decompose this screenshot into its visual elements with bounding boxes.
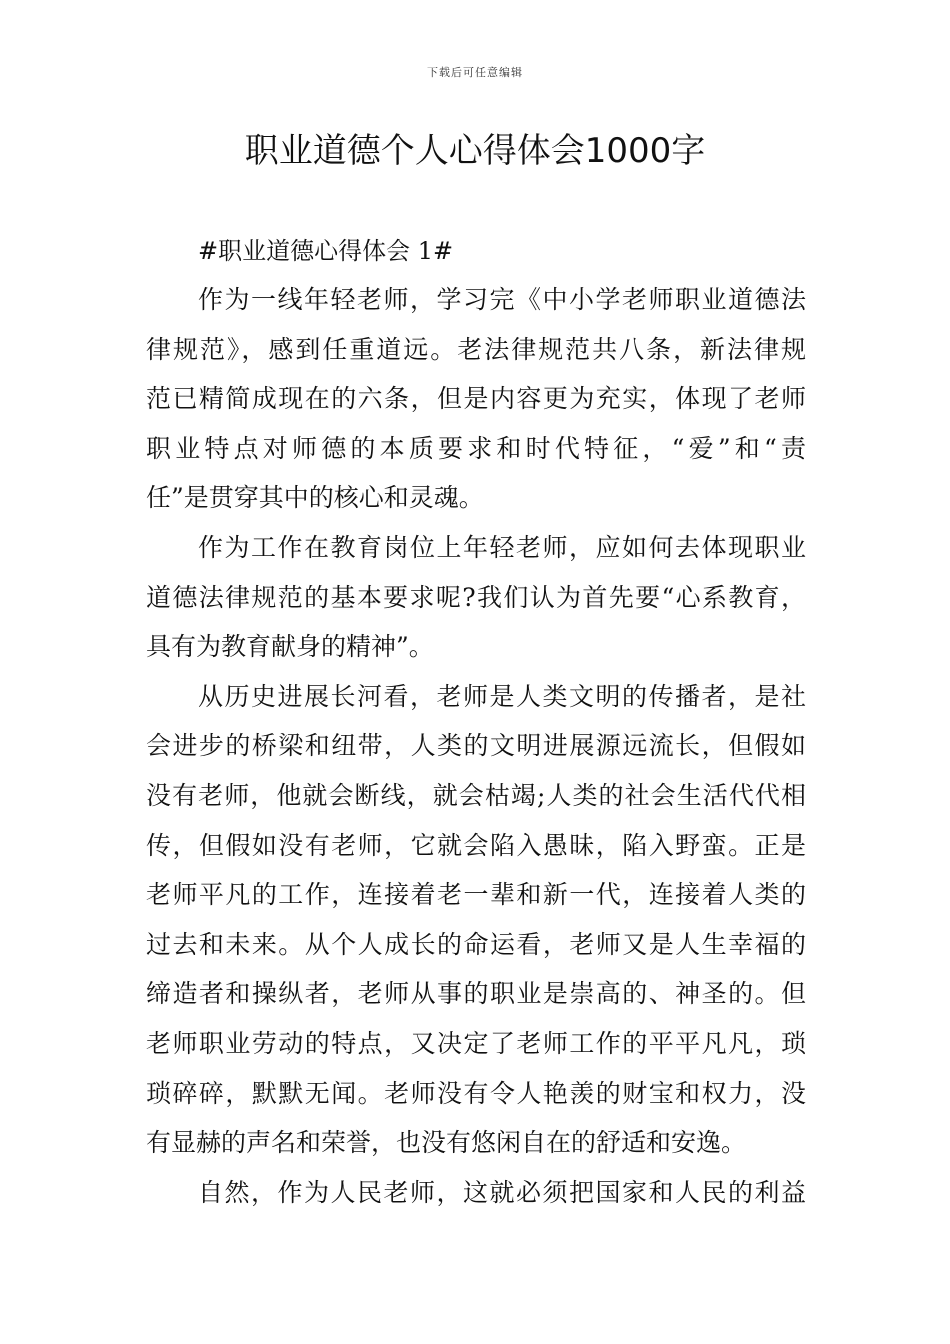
paragraph-line: 过去和未来。从个人成长的命运看，老师又是人生幸福的 [146,929,806,959]
paragraph-line: 范已精简成现在的六条，但是内容更为充实，体现了老师 [146,384,806,414]
paragraph-line: 有显赫的声名和荣誉，也没有悠闲自在的舒适和安逸。 [146,1128,747,1158]
paragraph-line: 会进步的桥梁和纽带，人类的文明进展源远流长，但假如 [146,731,806,761]
paragraph-line: 缔造者和操纵者，老师从事的职业是崇高的、神圣的。但 [146,979,806,1009]
section-heading: #职业道德心得体会 1# [198,237,454,265]
paragraph-line: 职业特点对师德的本质要求和时代特征，“爱”和“责 [146,433,806,463]
paragraph-line: 传，但假如没有老师，它就会陷入愚昧，陷入野蛮。正是 [146,830,806,860]
paragraph-line: 自然，作为人民老师，这就必须把国家和人民的利益 [198,1177,806,1207]
paragraph-line: 老师职业劳动的特点，又决定了老师工作的平平凡凡，琐 [146,1028,806,1058]
paragraph-line: 任”是贯穿其中的核心和灵魂。 [146,483,484,513]
paragraph-line: 作为工作在教育岗位上年轻老师，应如何去体现职业 [198,532,806,562]
paragraph-line: 具有为教育献身的精神”。 [146,632,434,662]
paragraph-3 [146,672,806,1168]
paragraph-line: 没有老师，他就会断线，就会枯竭;人类的社会生活代代相 [146,780,806,810]
paragraph-line: 老师平凡的工作，连接着老一辈和新一代，连接着人类的 [146,880,806,910]
paragraph-line: 从历史进展长河看，老师是人类文明的传播者，是社 [198,681,806,711]
header-note: 下载后可任意编辑 [427,66,523,79]
paragraph-4 [146,1168,806,1218]
paragraph-line: 道德法律规范的基本要求呢?我们认为首先要“心系教育， [146,582,806,612]
document-body [146,227,806,1217]
document-title: 职业道德个人心得体会1000字 [244,131,706,171]
paragraph-line: 琐碎碎，默默无闻。老师没有令人艳羡的财宝和权力，没 [146,1078,806,1108]
paragraph-2 [146,523,806,672]
paragraph-line: 律规范》，感到任重道远。老法律规范共八条，新法律规 [146,334,806,364]
paragraph-line: 作为一线年轻老师，学习完《中小学老师职业道德法 [198,285,806,314]
paragraph-1 [146,275,806,523]
